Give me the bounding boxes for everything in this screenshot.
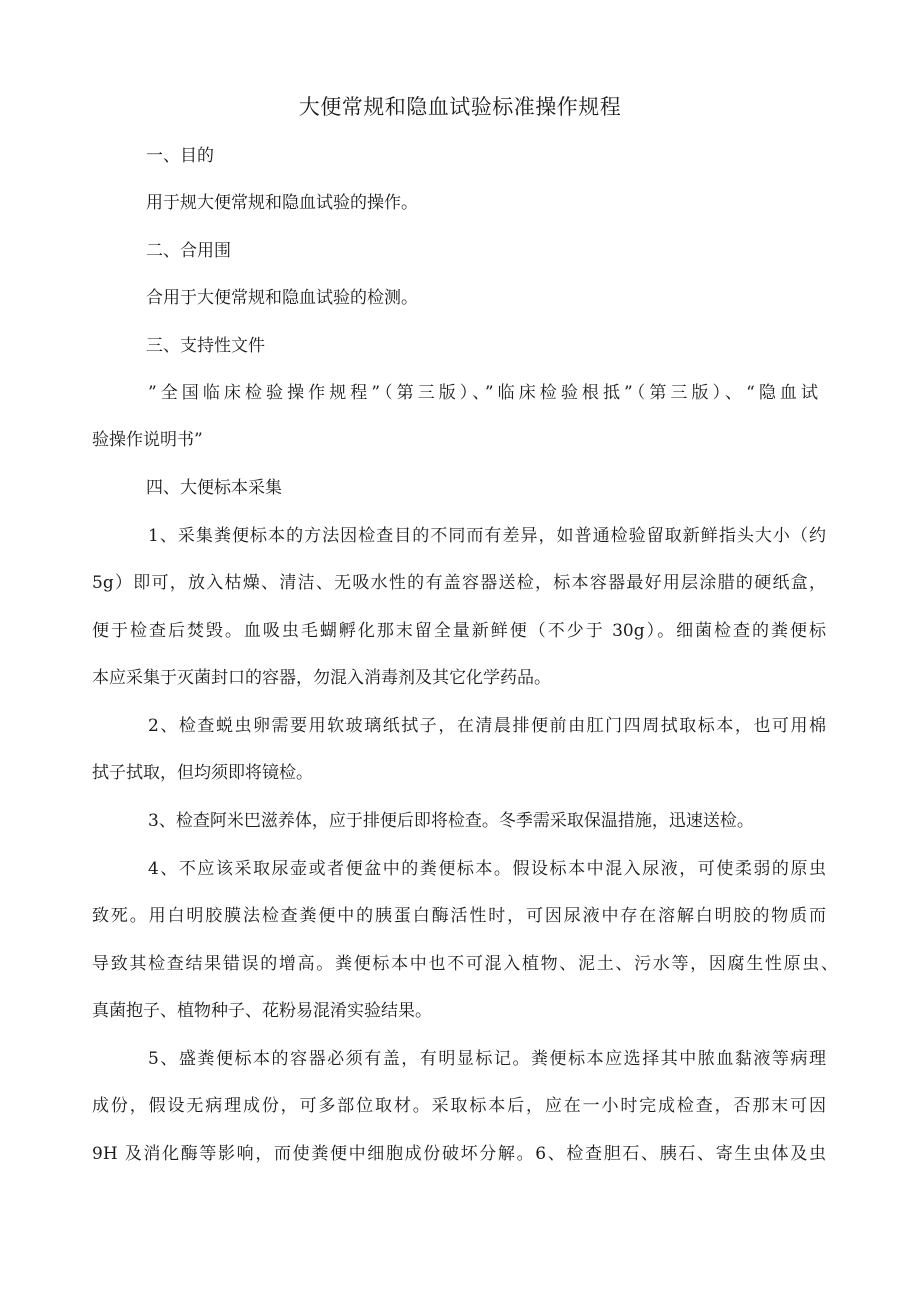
paragraph-1-line-4: 本应采集于灭菌封口的容器，勿混入消毒剂及其它化学药品。 xyxy=(92,668,551,688)
paragraph-1-line-2: 5g）即可，放入枯燥、清洁、无吸水性的有盖容器送检，标本容器最好用层涂腊的硬纸盒， xyxy=(92,573,826,593)
section-heading-scope: 二、合用围 xyxy=(146,241,231,261)
section-body-supporting-docs-line1: ”全国临床检验操作规程”（第三版）、”临床检验根抵”（第三版）、“隐血试 xyxy=(148,383,818,403)
paragraph-5-line-3: 9H 及消化酶等影响，而使粪便中细胞成份破坏分解。6、检查胆石、胰石、寄生虫体及虫 xyxy=(92,1144,826,1164)
paragraph-4-line-1: 4、不应该采取尿壶或者便盆中的粪便标本。假设标本中混入尿液，可使柔弱的原虫 xyxy=(148,859,826,879)
paragraph-1-line-3: 便于检查后焚毁。血吸虫毛蝴孵化那末留全量新鲜便（不少于 30g）。细菌检查的粪便标 xyxy=(92,621,826,641)
section-heading-specimen-collection: 四、大便标本采集 xyxy=(146,478,282,498)
paragraph-2-line-1: 2、检查蜕虫卵需要用软玻璃纸拭子，在清晨排便前由肛门四周拭取标本，也可用棉 xyxy=(148,716,826,736)
paragraph-3-line-1: 3、检查阿米巴滋养体，应于排便后即将检查。冬季需采取保温措施，迅速送检。 xyxy=(148,811,754,831)
paragraph-5-line-1: 5、盛粪便标本的容器必须有盖，有明显标记。粪便标本应选择其中脓血黏液等病理 xyxy=(148,1049,826,1069)
document-title: 大便常规和隐血试验标准操作规程 xyxy=(298,95,622,119)
paragraph-2-line-2: 拭子拭取，但均须即将镜检。 xyxy=(92,763,313,783)
paragraph-1-line-1: 1、采集粪便标本的方法因检查目的不同而有差异，如普通检验留取新鲜指头大小（约 xyxy=(148,526,826,546)
section-body-scope: 合用于大便常规和隐血试验的检测。 xyxy=(146,288,418,308)
paragraph-4-line-3: 导致其检查结果错误的增高。粪便标本中也不可混入植物、泥土、污水等，因腐生性原虫、 xyxy=(92,954,838,974)
paragraph-4-line-4: 真菌抱子、植物种子、花粉易混淆实验结果。 xyxy=(92,1001,432,1021)
section-body-purpose: 用于规大便常规和隐血试验的操作。 xyxy=(146,193,418,213)
section-heading-purpose: 一、目的 xyxy=(146,146,214,166)
section-body-supporting-docs-line2: 验操作说明书” xyxy=(92,430,203,450)
paragraph-4-line-2: 致死。用白明胶膜法检查粪便中的胰蛋白酶活性时，可因尿液中存在溶解白明胶的物质而 xyxy=(92,906,826,926)
paragraph-5-line-2: 成份，假设无病理成份，可多部位取材。采取标本后，应在一小时完成检查，否那末可因 xyxy=(92,1096,826,1116)
section-heading-supporting-docs: 三、支持性文件 xyxy=(146,336,265,356)
